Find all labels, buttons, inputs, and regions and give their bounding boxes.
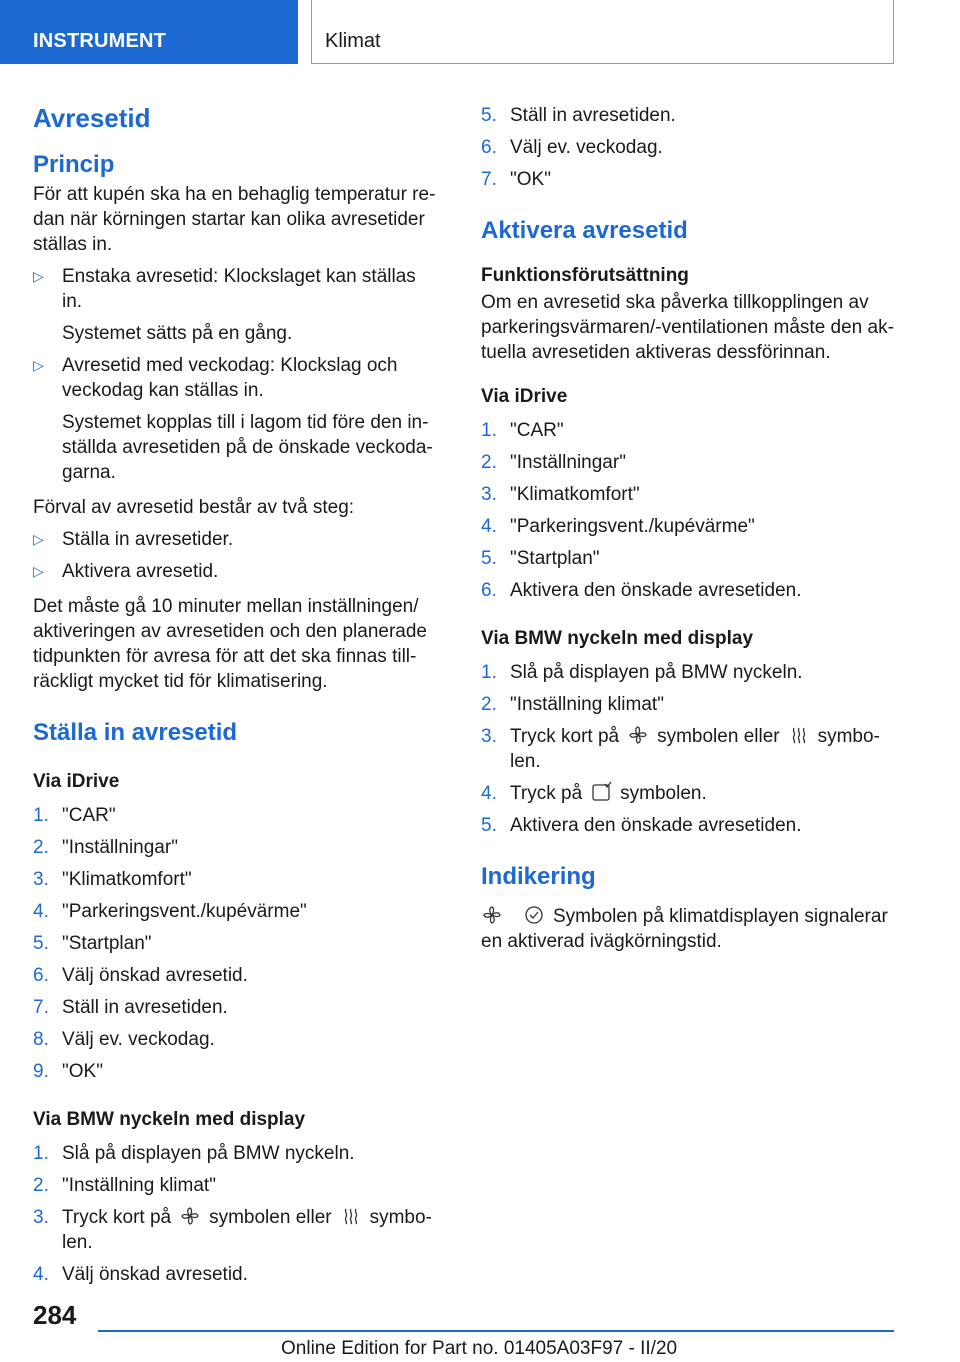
bullet-triangle-icon: ▷ bbox=[33, 531, 44, 547]
list-item bbox=[481, 578, 896, 603]
principle-heading: Princip bbox=[33, 151, 115, 178]
idrive-steps bbox=[481, 418, 896, 603]
indication-text: Symbolen på klimatdisplayen signalerar en aktiverad ivägkörningstid. bbox=[481, 906, 888, 952]
chapter-tab bbox=[311, 0, 894, 64]
bullet-text: Enstaka avresetid: Klockslaget kan ställas in. bbox=[62, 266, 416, 312]
step-number: 5. bbox=[481, 548, 497, 569]
list-item bbox=[33, 803, 438, 828]
note-text: Det måste gå 10 minuter mellan inställningen/ aktiveringen av avresetiden och den planerade tidpunkten för avresa för att det ska finnas till-räckligt mycket tid för klimatisering. bbox=[33, 596, 427, 692]
step-number: 7. bbox=[33, 997, 49, 1018]
step-number: 5. bbox=[481, 105, 497, 126]
step-text: "OK" bbox=[510, 169, 551, 190]
bullet-triangle-icon: ▷ bbox=[33, 268, 44, 284]
func-text: Om en avresetid ska påverka tillkopplingen av parkeringsvärmaren/-ventilationen måste den ak-tuella avresetiden aktiveras dessförinnan. bbox=[481, 292, 894, 363]
step-number: 6. bbox=[33, 965, 49, 986]
chapter-label: Klimat bbox=[325, 30, 381, 52]
list-item bbox=[33, 867, 438, 892]
step-list bbox=[33, 527, 438, 584]
bullet-text: Aktivera avresetid. bbox=[62, 561, 219, 582]
list-item bbox=[33, 963, 438, 988]
heater-icon bbox=[788, 724, 810, 746]
list-item bbox=[33, 995, 438, 1020]
step-text: "CAR" bbox=[510, 420, 564, 441]
step-number: 6. bbox=[481, 580, 497, 601]
fan-icon bbox=[627, 724, 649, 746]
page-title: Avresetid bbox=[33, 103, 151, 133]
step-number: 5. bbox=[33, 933, 49, 954]
step-text: "Startplan" bbox=[510, 548, 600, 569]
list-item bbox=[481, 103, 896, 128]
list-item bbox=[33, 835, 438, 860]
key-heading: Via BMW nyckeln med display bbox=[33, 1109, 306, 1130]
step-text: "Klimatkomfort" bbox=[62, 869, 192, 890]
bullet-subtext: Systemet sätts på en gång. bbox=[62, 323, 293, 344]
list-item: 1. Slå på displayen på BMW nyckeln. bbox=[33, 1143, 355, 1164]
checkbox-icon bbox=[590, 781, 612, 803]
right-column bbox=[481, 103, 896, 954]
step-text: Aktivera den önskade avresetiden. bbox=[510, 580, 802, 601]
list-item bbox=[33, 899, 438, 924]
section-label: INSTRUMENT bbox=[33, 30, 167, 52]
list-item bbox=[481, 450, 896, 475]
step-text: "Klimatkomfort" bbox=[510, 484, 640, 505]
list-item: 1. Slå på displayen på BMW nyckeln. bbox=[481, 662, 803, 683]
list-item bbox=[481, 546, 896, 571]
list-item: 5. Aktivera den önskade avresetiden. bbox=[481, 815, 802, 836]
bullet-subtext: Systemet kopplas till i lagom tid före den in-ställda avresetiden på de önskade veckoda-garna. bbox=[62, 412, 433, 483]
step-number: 6. bbox=[481, 137, 497, 158]
bullet-triangle-icon: ▷ bbox=[33, 357, 44, 373]
step-text: "Parkeringsvent./kupévärme" bbox=[510, 516, 755, 537]
step-number: 7. bbox=[481, 169, 497, 190]
step-text: Ställ in avresetiden. bbox=[62, 997, 228, 1018]
continued-steps bbox=[481, 103, 896, 192]
step-text: "OK" bbox=[62, 1061, 103, 1082]
fan-icon bbox=[179, 1205, 201, 1227]
list-item bbox=[481, 482, 896, 507]
list-item: 3. Tryck kort på symbolen eller symbo-len. bbox=[33, 1207, 432, 1253]
list-item bbox=[33, 1027, 438, 1052]
idrive-steps bbox=[33, 803, 438, 1084]
step-number: 2. bbox=[33, 837, 49, 858]
bullet-text: Ställa in avresetider. bbox=[62, 529, 234, 550]
step-number: 3. bbox=[481, 484, 497, 505]
step-text: "Startplan" bbox=[62, 933, 152, 954]
list-item bbox=[481, 418, 896, 443]
activate-heading: Aktivera avresetid bbox=[481, 217, 688, 244]
list-item bbox=[481, 514, 896, 539]
func-heading: Funktionsförutsättning bbox=[481, 265, 689, 286]
clock-check-icon bbox=[523, 904, 545, 926]
preselect-text: Förval av avresetid består av två steg: bbox=[33, 497, 355, 518]
step-number: 4. bbox=[33, 901, 49, 922]
key-steps bbox=[33, 1141, 438, 1287]
list-item bbox=[33, 353, 438, 485]
list-item bbox=[33, 264, 438, 346]
list-item: 2. "Inställning klimat" bbox=[481, 694, 664, 715]
step-text: Välj ev. veckodag. bbox=[62, 1029, 215, 1050]
key-heading: Via BMW nyckeln med display bbox=[481, 628, 754, 649]
idrive-heading: Via iDrive bbox=[33, 771, 120, 792]
list-item: 3. Tryck kort på symbolen eller symbo-len. bbox=[481, 726, 880, 772]
left-column bbox=[33, 100, 438, 1287]
list-item: 2. "Inställning klimat" bbox=[33, 1175, 216, 1196]
list-item bbox=[33, 1059, 438, 1084]
list-item bbox=[481, 135, 896, 160]
step-number: 4. bbox=[481, 516, 497, 537]
bullet-triangle-icon: ▷ bbox=[33, 563, 44, 579]
step-number: 3. bbox=[33, 869, 49, 890]
step-number: 1. bbox=[481, 420, 497, 441]
bullet-text: Avresetid med veckodag: Klockslag och veckodag kan ställas in. bbox=[62, 355, 398, 401]
step-text: Ställ in avresetiden. bbox=[510, 105, 676, 126]
list-item bbox=[33, 559, 438, 584]
indication-heading: Indikering bbox=[481, 863, 596, 890]
edition-text: Online Edition for Part no. 01405A03F97 - II/20 bbox=[281, 1338, 678, 1359]
list-item: 4. Tryck på symbolen. bbox=[481, 783, 707, 804]
step-text: "CAR" bbox=[62, 805, 116, 826]
step-number: 1. bbox=[33, 805, 49, 826]
idrive-heading: Via iDrive bbox=[481, 386, 568, 407]
footer-divider bbox=[98, 1330, 894, 1332]
principle-text: För att kupén ska ha en behaglig temperatur re-dan när körningen startar kan olika avresetider ställas in. bbox=[33, 184, 436, 255]
set-heading: Ställa in avresetid bbox=[33, 719, 238, 746]
step-number: 9. bbox=[33, 1061, 49, 1082]
heater-icon bbox=[340, 1205, 362, 1227]
section-tab bbox=[0, 0, 298, 64]
step-text: "Parkeringsvent./kupévärme" bbox=[62, 901, 307, 922]
step-text: Välj ev. veckodag. bbox=[510, 137, 663, 158]
list-item: 4. Välj önskad avresetid. bbox=[33, 1264, 248, 1285]
step-text: "Inställningar" bbox=[62, 837, 178, 858]
list-item bbox=[33, 527, 438, 552]
list-item bbox=[481, 167, 896, 192]
list-item bbox=[33, 931, 438, 956]
mode-list bbox=[33, 264, 438, 485]
step-text: "Inställningar" bbox=[510, 452, 626, 473]
step-number: 8. bbox=[33, 1029, 49, 1050]
fan-icon bbox=[481, 904, 503, 926]
step-number: 2. bbox=[481, 452, 497, 473]
key-steps bbox=[481, 660, 896, 838]
step-text: Välj önskad avresetid. bbox=[62, 965, 248, 986]
page-number: 284 bbox=[33, 1300, 77, 1330]
